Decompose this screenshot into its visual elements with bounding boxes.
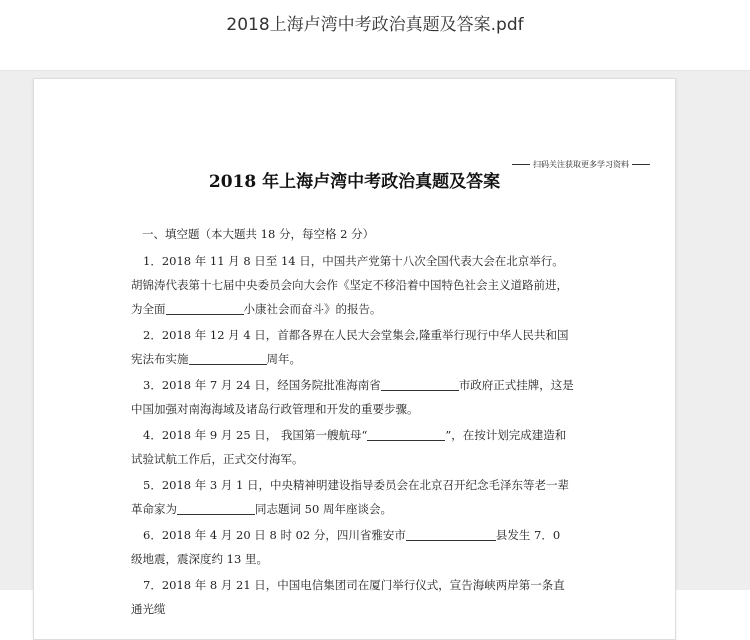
answer-blank (367, 426, 445, 441)
question-text: 5．2018 年 3 月 1 日，中央精神明建设指导委员会在北京召开纪念毛泽东等老一辈革命家为 (131, 478, 569, 516)
question-4 (131, 423, 575, 471)
question-text: 同志题词 50 周年座谈会。 (255, 502, 392, 516)
pdf-viewer[interactable] (0, 71, 750, 616)
question-text: 3．2018 年 7 月 24 日，经国务院批准海南省 (143, 378, 381, 392)
question-6 (131, 523, 575, 571)
question-text: 6．2018 年 4 月 20 日 8 时 02 分，四川省雅安市 (143, 528, 406, 542)
document-title: 2018上海卢湾中考政治真题及答案.pdf (226, 15, 524, 35)
question-text: 7．2018 年 8 月 21 日，中国电信集团司在厦门举行仪式，宣告海峡两岸第一条直通光缆 (131, 578, 565, 616)
title-bar (0, 0, 750, 71)
answer-blank (166, 300, 244, 315)
answer-blank (177, 500, 255, 515)
paper-title: 2018 年上海卢湾中考政治真题及答案 (208, 172, 501, 192)
question-text: 小康社会而奋斗》的报告。 (243, 302, 382, 316)
banner-text: 扫码关注获取更多学习资料 (533, 160, 629, 169)
answer-blank (381, 376, 459, 391)
question-2 (131, 323, 575, 371)
answer-blank (406, 526, 496, 541)
question-text: 周年。 (266, 352, 301, 366)
question-1 (131, 249, 575, 321)
question-text: 2．2018 年 12 月 4 日，首都各界在人民大会堂集会,隆重举行现行中华人民共和国宪法布实施 (131, 328, 569, 366)
section-heading: 一、填空题（本大题共 18 分，每空格 2 分） (142, 227, 375, 241)
paper-body (131, 222, 575, 623)
answer-blank (189, 350, 267, 365)
question-text: 1．2018 年 11 月 8 日至 14 日，中国共产党第十八次全国代表大会在北京举行。胡锦涛代表第十七届中央委员会向大会作《坚定不移沿着中国特色社会主义道路前进，为全面 (131, 254, 568, 316)
question-text: 县发生 7．0 级地震，震深度约 13 里。 (131, 528, 561, 566)
banner-left-rule (512, 164, 530, 165)
question-text: 市政府正式挂牌，这是中国加强对南海海域及诸岛行政管理和开发的重要步骤。 (131, 378, 574, 416)
question-text: 4．2018 年 9 月 25 日， 我国第一艘航母“ (143, 428, 368, 442)
banner-right-rule (632, 164, 650, 165)
pdf-page (33, 78, 676, 640)
question-5 (131, 473, 575, 521)
question-3 (131, 373, 575, 421)
question-7 (131, 573, 575, 621)
question-text: ”，在按计划完成建造和试验试航工作后，正式交付海军。 (131, 428, 567, 466)
